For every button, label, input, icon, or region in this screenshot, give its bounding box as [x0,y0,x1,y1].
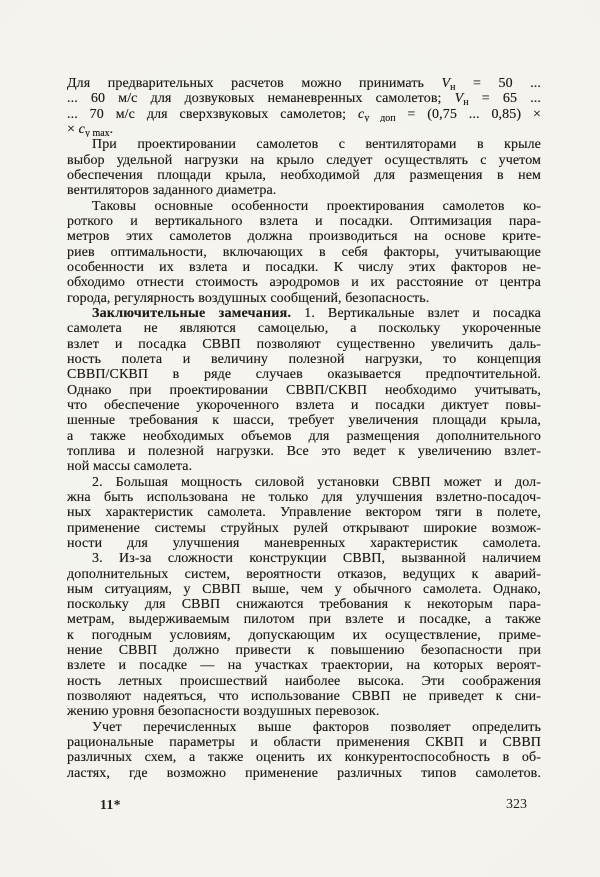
text-line: поскольку для СВВП снижаются требования к некоторым пара- [67,597,541,613]
text-line: различных схем, а также оценить их конкурентоспособность в об- [67,750,541,766]
text-line: Учет перечисленных выше факторов позволяет определить [92,719,541,735]
text-line: метров этих самолетов должна производиться на основе крите- [67,229,541,245]
text-line: СВВП/СКВП в ряде случаев оказывается предпочтительной. [67,367,541,383]
paragraph [67,720,541,781]
page-number: 323 [506,797,527,812]
paragraph [67,76,541,137]
text-line: обеспечения площади крыла, необходимой для размещения в нем [67,167,541,183]
text-line: ластях, где возможно применение различных типов самолетов. [67,765,541,781]
text-line: применение системы струйных рулей открывают широкие возмож- [67,520,541,536]
text-line: Заключительные замечания. 1. Вертикальные взлет и посадка [92,305,541,321]
text-line: жению уровня безопасности воздушных перевозок. [67,704,380,720]
text-line: 3. Из-за сложности конструкции СВВП, вызванной наличием [92,551,541,567]
text-line: что обеспечение укороченного взлета и посадки диктует повы- [67,397,541,413]
math-variable: V [454,91,464,107]
text-line: топлива и полезной нагрузки. Все это ведет к увеличению взлет- [67,443,541,459]
text-line: ность летных происшествий наиболее высока. Эти соображения [67,673,541,689]
math-variable: c [358,106,365,122]
text-line: роткого и вертикального взлета и посадки. Оптимизация пара- [67,213,541,229]
bold-text: Заключительные замечания. [92,305,292,321]
text-line: а также необходимых объемов для размещения дополнительного [67,428,541,444]
text-line: ность полета и величину полезной нагрузки, то концепция [67,351,541,367]
text-line: метрам, выдерживаемым пилотом при взлете и посадке, а также [67,612,541,628]
text-line: нение СВВП должно привести к повышению безопасности при [67,643,541,659]
text-line: жна быть использована не только для улучшения взлетно-посадоч- [67,489,541,505]
text-line: взлет и посадка СВВП позволяют существенно увеличить даль- [67,336,541,352]
paragraph [67,551,541,720]
text-line: При проектировании самолетов с вентиляторами в крыле [92,137,541,153]
text-line: к погодным условиям, допускающим их осуществление, приме- [67,627,541,643]
math-subscript: у доп [364,112,396,122]
text-line: ных характеристик самолета. Управление вектором тяги в полете, [67,505,541,521]
text-line: дополнительных систем, вероятности отказов, ведущих к аварий- [67,566,541,582]
text-line: ности для улучшения маневренных характеристик самолета. [67,535,541,551]
paragraph [67,306,541,475]
math-subscript: н [463,97,469,107]
math-variable: c [78,121,85,137]
text-line: вентиляторов заданного диаметра. [67,183,277,199]
paragraph [67,475,541,552]
text-line: ной массы самолета. [67,459,193,475]
paragraph [67,137,541,198]
signature-mark: 11* [100,797,122,812]
text-line: города, регулярность воздушных сообщений, безопасность. [67,290,430,306]
text-block [67,76,541,781]
text-line: ... 60 м/с для дозвуковых неманевренных самолетов; $V_н = 65$ ... [67,91,541,107]
text-line: выбор удельной нагрузки на крыло следует осуществлять с учетом [67,152,541,168]
text-line: 2. Большая мощность силовой установки СВВП может и дол- [92,474,541,490]
text-line: ... 70 м/с для сверхзвуковых самолетов; $c_{у доп} = (0,75$ ... 0,85) × [67,106,541,122]
text-line: Однако при проектировании СВВП/СКВП необходимо учитывать, [67,382,541,398]
math-subscript: у max [84,127,110,138]
text-line: позволяют надеяться, что использование СВВП не приведет к сни- [67,689,541,705]
text-line: ным ситуациям, у СВВП выше, чем у обычного самолета. Однако, [67,581,541,597]
math-subscript: н [450,82,456,92]
text-line: обходимо отнести стоимость аэродромов и их расстояние от центра [67,275,541,291]
math-variable: V [441,76,451,91]
text-line: Таковы основные особенности проектирования самолетов ко- [92,198,541,214]
text-line: взлете и посадке — на участках траектории, на которых вероят- [67,658,541,674]
text-line: самолета не являются самоцелью, а поскольку укороченные [67,321,541,337]
text-line: риев оптимальности, включающих в себя факторы, учитывающие [67,244,541,260]
text-line: × $c_{у max}$. [67,121,114,138]
text-line: особенности их взлета и посадки. К числу этих факторов не- [67,259,541,275]
paragraph [67,199,541,306]
text-line: Для предварительных расчетов можно принимать $V_н = 50$ ... [67,76,541,92]
text-line: рациональные параметры и области применения СКВП и СВВП [67,735,541,751]
text-line: шенные требования к шасси, требует увеличения площади крыла, [67,413,541,429]
